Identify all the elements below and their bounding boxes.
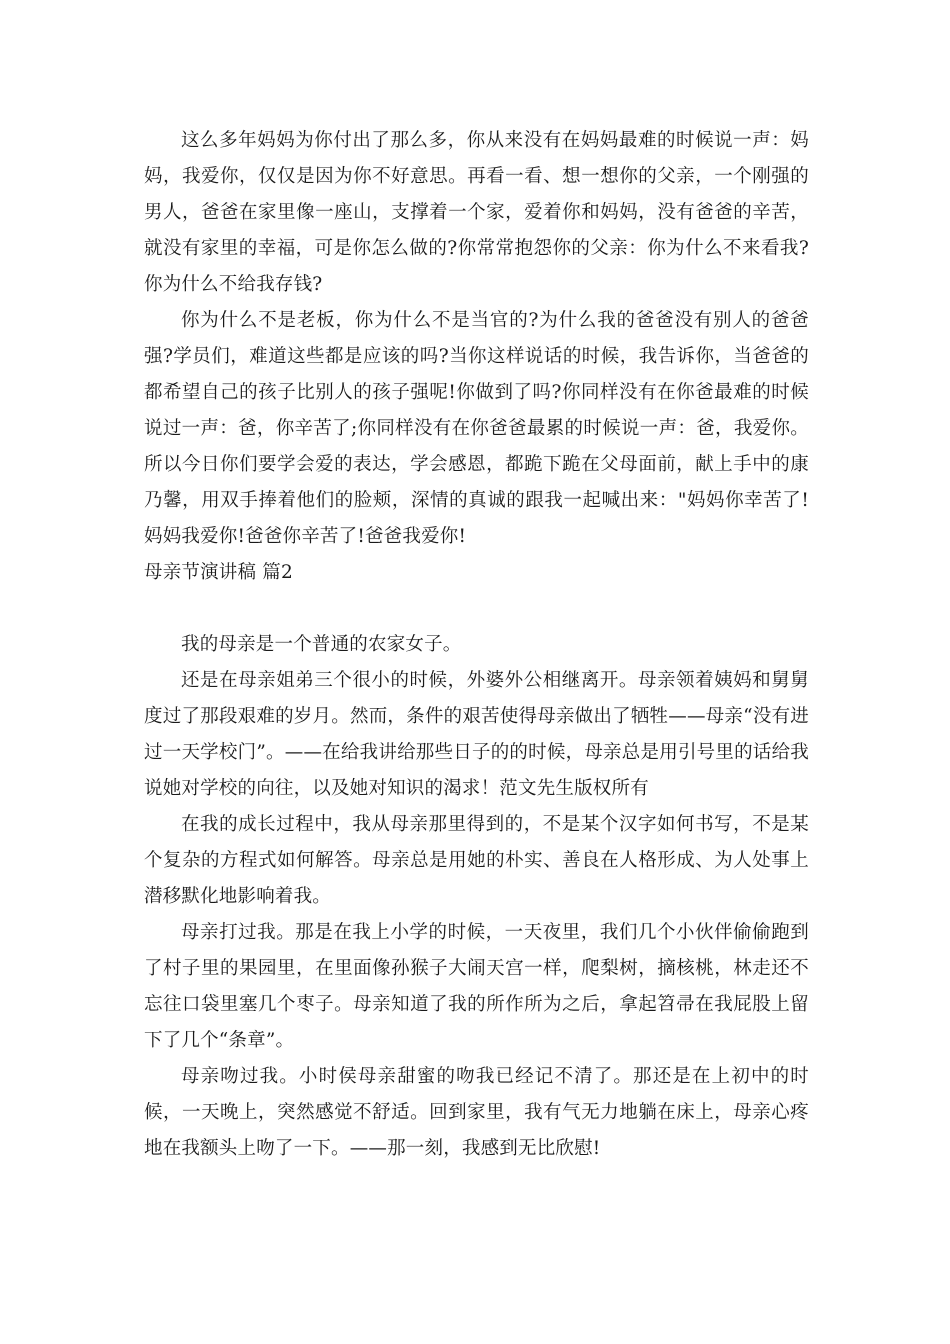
- blank-line: [144, 591, 809, 627]
- section-heading: 母亲节演讲稿 篇2: [144, 562, 293, 583]
- paragraph-7: 母亲吻过我。小时侯母亲甜蜜的吻我已经记不清了。那还是在上初中的时候，一天晚上，突然感觉不舒适。回到家里，我有气无力地躺在床上，母亲心疼地在我额头上吻了一下。——那一刻，我感到无比欣慰!: [144, 1066, 809, 1159]
- paragraph-3: 我的母亲是一个普通的农家女子。: [181, 634, 462, 655]
- paragraph-5: 在我的成长过程中，我从母亲那里得到的，不是某个汉字如何书写，不是某个复杂的方程式如何解答。母亲总是用她的朴实、善良在人格形成、为人处事上潜移默化地影响着我。: [144, 814, 809, 907]
- paragraph-1: 这么多年妈妈为你付出了那么多，你从来没有在妈妈最难的时候说一声：妈妈，我爱你，仅仅是因为你不好意思。再看一看、想一想你的父亲，一个刚强的男人，爸爸在家里像一座山，支撑着一个家，爱着你和妈妈，没有爸爸的辛苦，就没有家里的幸福，可是你怎么做的?你常常抱怨你的父亲：你为什么不来看我?你为什么不给我存钱?: [144, 130, 809, 295]
- paragraph-4: 还是在母亲姐弟三个很小的时候，外婆外公相继离开。母亲领着姨妈和舅舅度过了那段艰难的岁月。然而，条件的艰苦使得母亲做出了牺牲——母亲“没有进过一天学校门”。——在给我讲给那些日子的的时候，母亲总是用引号里的话给我说她对学校的向往，以及她对知识的渴求！范文先生版权所有: [144, 670, 809, 799]
- paragraph-2: 你为什么不是老板，你为什么不是当官的?为什么我的爸爸没有别人的爸爸强?学员们，难道这些都是应该的吗?当你这样说话的时候，我告诉你，当爸爸的都希望自己的孩子比别人的孩子强呢!你做到了吗?你同样没有在你爸最难的时候说过一声：爸，你辛苦了;你同样没有在你爸爸最累的时候说一声：爸，我爱你。所以今日你们要学会爱的表达，学会感恩，都跪下跪在父母面前，献上手中的康乃馨，用双手捧着他们的脸颊，深情的真诚的跟我一起喊出来："妈妈你幸苦了!妈妈我爱你!爸爸你辛苦了!爸爸我爱你!: [144, 310, 809, 547]
- document-body: [144, 123, 809, 1167]
- paragraph-6: 母亲打过我。那是在我上小学的时候，一天夜里，我们几个小伙伴偷偷跑到了村子里的果园里，在里面像孙猴子大闹天宫一样，爬梨树，摘核桃，林走还不忘往口袋里塞几个枣子。母亲知道了我的所作所为之后，拿起笤帚在我屁股上留下了几个“条章”。: [144, 922, 809, 1051]
